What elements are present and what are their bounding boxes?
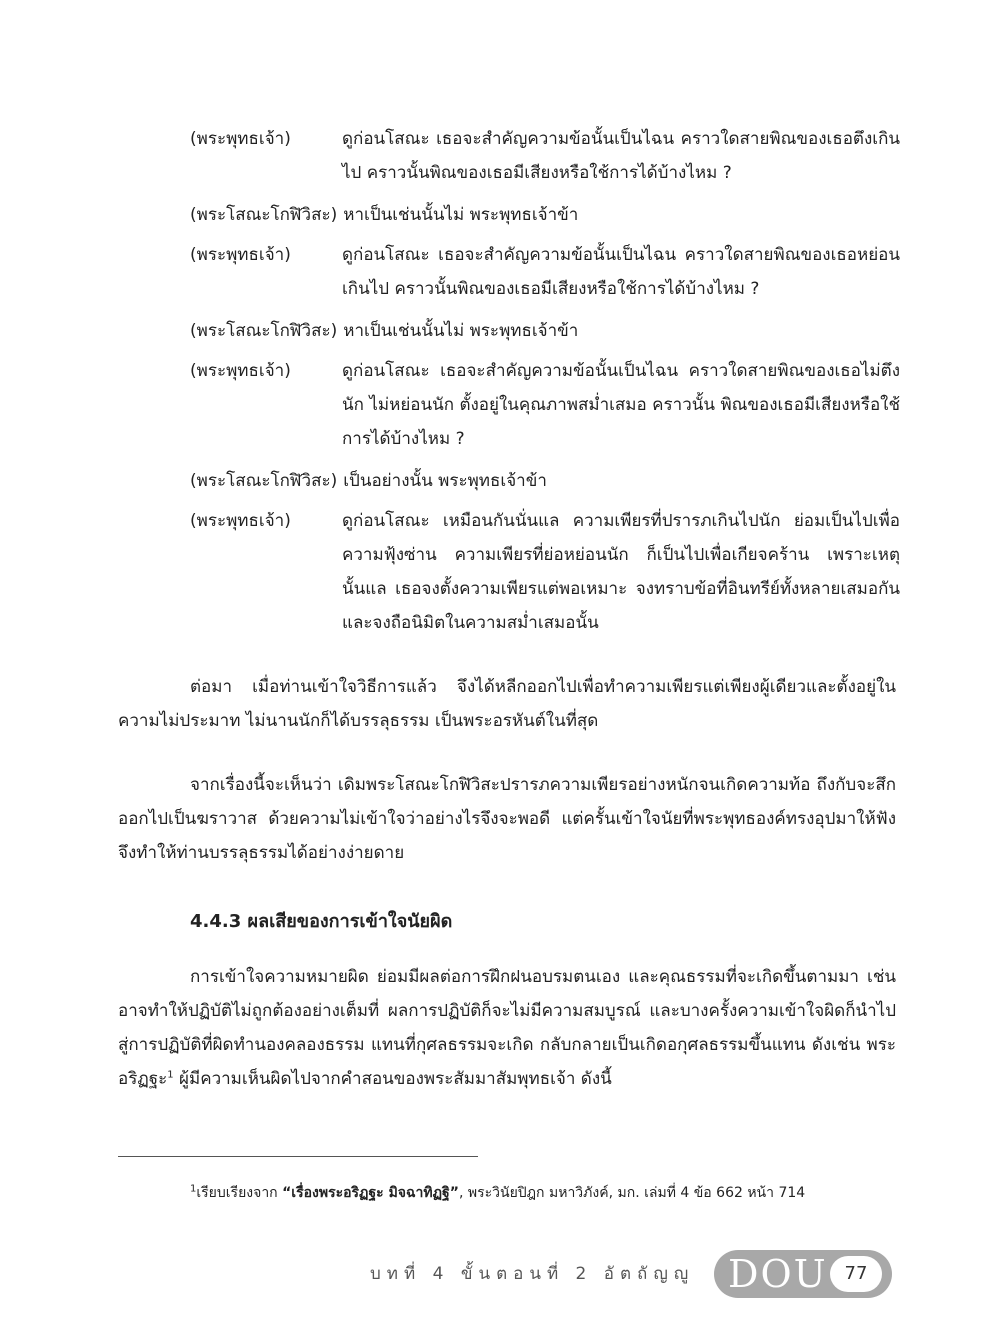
dialog-row xyxy=(190,198,900,232)
speech-text: เป็นอย่างนั้น พระพุทธเจ้าข้า xyxy=(343,471,547,491)
speaker-label: (พระโสณะโกฬิวิสะ) xyxy=(190,205,338,225)
speech-text: ดูก่อนโสณะ เธอจะสำคัญความข้อนั้นเป็นไฉน คราวใดสายพิณของเธอไม่ตึงนัก ไม่หย่อนนัก ตั้งอยู่ในคุณภาพสม่ำเสมอ คราวนั้น พิณของเธอมีเสียงหรือใช้การได้บ้างไหม ? xyxy=(342,361,900,449)
dou-logo: DOU xyxy=(728,1252,828,1296)
speaker-label: (พระพุทธเจ้า) xyxy=(190,361,291,381)
footnote-divider xyxy=(118,1156,478,1157)
speech-text: ดูก่อนโสณะ เหมือนกันนั่นแล ความเพียรที่ปรารภเกินไปนัก ย่อมเป็นไปเพื่อความฟุ้งซ่าน ความเพียรที่ย่อหย่อนนัก ก็เป็นไปเพื่อเกียจคร้าน เพราะเหตุนั้นแล เธอจงตั้งความเพียรแต่พอเหมาะ จงทราบข้อที่อินทรีย์ทั้งหลายเสมอกัน และจงถือนิมิตในความสม่ำเสมอนั้น xyxy=(342,511,900,633)
speech-text: ดูก่อนโสณะ เธอจะสำคัญความข้อนั้นเป็นไฉน คราวใดสายพิณของเธอตึงเกินไป คราวนั้นพิณของเธอมีเสียงหรือใช้การได้บ้างไหม ? xyxy=(342,129,900,183)
dialog-row xyxy=(190,122,900,190)
dialog-row xyxy=(190,464,900,498)
dialog-row xyxy=(190,504,900,640)
speaker-label: (พระพุทธเจ้า) xyxy=(190,245,291,265)
speech-text: ดูก่อนโสณะ เธอจะสำคัญความข้อนั้นเป็นไฉน คราวใดสายพิณของเธอหย่อนเกินไป คราวนั้นพิณของเธอมีเสียงหรือใช้การได้บ้างไหม ? xyxy=(342,245,900,299)
paragraph-summary: จากเรื่องนี้จะเห็นว่า เดิมพระโสณะโกฬิวิสะปรารภความเพียรอย่างหนักจนเกิดความท้อ ถึงกับจะสึกออกไปเป็นฆราวาส ด้วยความไม่เข้าใจว่าอย่างไรจึงจะพอดี แต่ครั้นเข้าใจนัยที่พระพุทธองค์ทรงอุปมาให้ฟัง จึงทำให้ท่านบรรลุธรรมได้อย่างง่ายดาย xyxy=(118,775,896,863)
dialog-row xyxy=(190,354,900,456)
page-number: 77 xyxy=(830,1256,882,1292)
dialog-row xyxy=(190,314,900,348)
paragraph-consequences xyxy=(118,960,896,1096)
chapter-title: บทที่ 4 ขั้นตอนที่ 2 อัตถัญญู xyxy=(370,1264,695,1284)
speech-text: หาเป็นเช่นนั้นไม่ พระพุทธเจ้าข้า xyxy=(343,205,579,225)
speaker-label: (พระพุทธเจ้า) xyxy=(190,129,291,149)
footnote-reference[interactable]: 1 xyxy=(167,1069,174,1081)
footnote-prefix: เรียบเรียงจาก xyxy=(196,1185,283,1201)
speaker-label: (พระพุทธเจ้า) xyxy=(190,511,291,531)
paragraph-conclusion: ต่อมา เมื่อท่านเข้าใจวิธีการแล้ว จึงได้หลีกออกไปเพื่อทำความเพียรแต่เพียงผู้เดียวและตั้งอยู่ในความไม่ประมาท ไม่นานนักก็ได้บรรลุธรรม เป็นพระอรหันต์ในที่สุด xyxy=(118,677,896,731)
footnote-source: , พระวินัยปิฎก มหาวิภังค์, มก. เล่มที่ 4 ข้อ 662 หน้า 714 xyxy=(458,1185,806,1201)
footnote-title: “เรื่องพระอริฏฐะ มิจฉาทิฏฐิ” xyxy=(282,1185,459,1201)
section-heading: 4.4.3 ผลเสียของการเข้าใจนัยผิด xyxy=(190,911,453,932)
footnote xyxy=(190,1182,805,1204)
speaker-label: (พระโสณะโกฬิวิสะ) xyxy=(190,471,338,491)
paragraph-text-end: ผู้มีความเห็นผิดไปจากคำสอนของพระสัมมาสัมพุทธเจ้า ดังนี้ xyxy=(173,1069,612,1089)
page-footer xyxy=(0,1250,1000,1300)
speech-text: หาเป็นเช่นนั้นไม่ พระพุทธเจ้าข้า xyxy=(343,321,579,341)
speaker-label: (พระโสณะโกฬิวิสะ) xyxy=(190,321,338,341)
footnote-mark: 1 xyxy=(190,1183,197,1195)
dialog-row xyxy=(190,238,900,306)
footer-badge xyxy=(714,1250,892,1298)
paragraph-text: การเข้าใจความหมายผิด ย่อมมีผลต่อการฝึกฝนอบรมตนเอง และคุณธรรมที่จะเกิดขึ้นตามมา เช่น อาจทำให้ปฏิบัติไม่ถูกต้องอย่างเต็มที่ ผลการปฏิบัติก็จะไม่มีความสมบูรณ์ และบางครั้งความเข้าใจผิดก็นำไปสู่การปฏิบัติที่ผิดทำนองคลองธรรม แทนที่กุศลธรรมจะเกิด กลับกลายเป็นเกิดอกุศลธรรมขึ้นแทน ดังเช่น พระอริฏฐะ xyxy=(118,967,896,1089)
dialog-block xyxy=(190,122,900,648)
